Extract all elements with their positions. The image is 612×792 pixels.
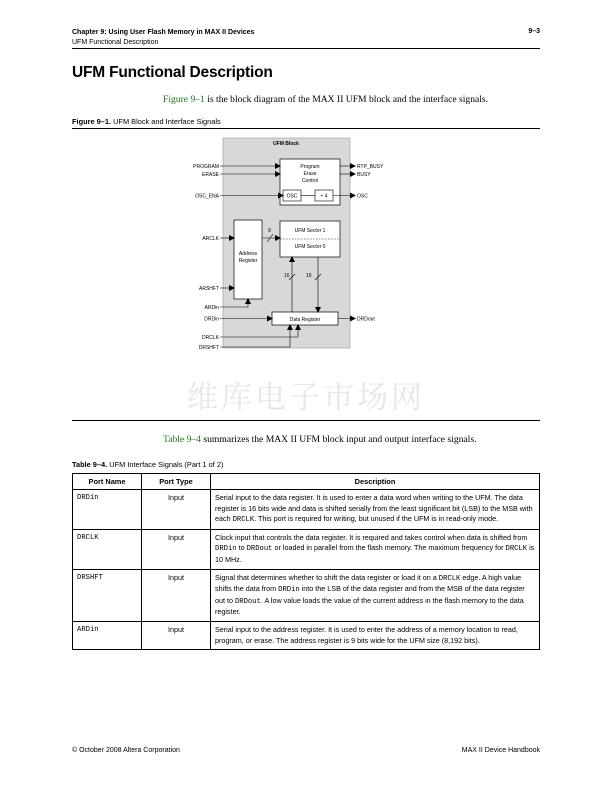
data-register-label: Data Register bbox=[289, 317, 321, 323]
description-text: to bbox=[236, 543, 247, 553]
table-row bbox=[73, 490, 540, 530]
description-cell bbox=[211, 621, 540, 649]
table-header-row bbox=[73, 474, 540, 490]
ardin-signal: ARDin bbox=[204, 305, 219, 311]
description-cell bbox=[211, 490, 540, 530]
port-type-cell: Input bbox=[142, 569, 211, 621]
description-text: Serial input to the address register. It is used to enter the address of a memory location to read, program, or erase. The address register is 9 bits wide for the UFM size (8,192 bits). bbox=[215, 624, 518, 645]
sector-0-label: UFM Sector 0 bbox=[294, 244, 326, 250]
footer-book-title: MAX II Device Handbook bbox=[461, 747, 540, 754]
arshft-signal: ARSHFT bbox=[199, 286, 219, 292]
table-row bbox=[73, 569, 540, 621]
description-text: is 10 MHz. bbox=[215, 543, 535, 564]
figure-label: Figure 9–1. bbox=[72, 117, 112, 126]
ufm-block-title: UFM Block bbox=[273, 141, 299, 147]
signal-name: DRDout bbox=[246, 545, 273, 554]
program-signal: PROGRAM bbox=[193, 164, 219, 170]
running-header bbox=[72, 28, 254, 48]
port-name-cell: DRCLK bbox=[73, 529, 142, 569]
table-intro-paragraph bbox=[163, 434, 476, 445]
page-footer bbox=[72, 747, 540, 754]
table-caption-text: UFM Interface Signals (Part 1 of 2) bbox=[109, 460, 224, 469]
port-name-cell: DRSHFT bbox=[73, 569, 142, 621]
footer-copyright: © October 2008 Altera Corporation bbox=[72, 747, 180, 754]
busy-signal: BUSY bbox=[357, 172, 371, 178]
description-text: . A low value loads the value of the current address in the flash memory to the data register. bbox=[215, 595, 524, 617]
signal-name: DRDin bbox=[215, 545, 237, 554]
description-cell bbox=[211, 569, 540, 621]
ufm-interface-signals-table bbox=[72, 473, 540, 650]
data-bus-width-down: 16 bbox=[306, 273, 312, 279]
watermark: 维库电子市场网 bbox=[187, 380, 425, 416]
drdout-signal: DRDout bbox=[357, 316, 375, 323]
table-link[interactable]: Table 9–4 bbox=[163, 434, 201, 445]
header-port-type: Port Type bbox=[142, 474, 211, 490]
figure-bottom-rule bbox=[72, 420, 540, 421]
table-row bbox=[73, 621, 540, 649]
description-text: . This port is required for writing, but unused if the UFM is in read-only mode. bbox=[254, 514, 499, 524]
data-bus-width-up: 16 bbox=[284, 273, 290, 279]
port-type-cell: Input bbox=[142, 490, 211, 530]
header-rule bbox=[72, 48, 540, 49]
drclk-signal: DRCLK bbox=[202, 335, 219, 341]
figure-caption-text: UFM Block and Interface Signals bbox=[113, 117, 221, 126]
table-caption bbox=[72, 460, 223, 469]
signal-name: DRCLK bbox=[232, 516, 255, 525]
description-text: Serial input to the data register. It is used to enter a data word when writing to the UFM. The data register is 16 bits wide and data is shifted serially from the least significant bit (LSB) to the MSB with each bbox=[215, 493, 533, 524]
port-type-cell: Input bbox=[142, 529, 211, 569]
description-cell bbox=[211, 529, 540, 569]
description-text: Clock input that controls the data register. It is required and takes control when data is shifted from bbox=[215, 532, 528, 542]
table-row bbox=[73, 529, 540, 569]
table-intro-text: summarizes the MAX II UFM block input and output interface signals. bbox=[200, 434, 477, 445]
sector-1-label: UFM Sector 1 bbox=[294, 228, 326, 234]
table-body bbox=[73, 490, 540, 650]
ufm-block-diagram bbox=[150, 134, 420, 356]
description-text: Signal that determines whether to shift the data register or load it on a bbox=[215, 572, 439, 582]
header-description: Description bbox=[211, 474, 540, 490]
description-text: edge. A high value shifts the data from bbox=[215, 572, 522, 594]
divider-label: ÷ 4 bbox=[320, 193, 328, 200]
drdin-signal: DRDin bbox=[204, 316, 219, 323]
address-register-label-1: Address bbox=[238, 251, 258, 257]
pec-label-2: Erase bbox=[303, 171, 317, 177]
port-type-cell: Input bbox=[142, 621, 211, 649]
rtp-busy-signal: RTP_BUSY bbox=[357, 164, 384, 170]
drshft-signal: DRSHFT bbox=[198, 345, 219, 351]
figure-link[interactable]: Figure 9–1 bbox=[163, 94, 205, 105]
address-register-label-2: Register bbox=[238, 258, 258, 264]
description-text: or loaded in parallel from the flash memory. The maximum frequency for bbox=[272, 543, 506, 553]
port-name-cell: DRDin bbox=[73, 490, 142, 530]
pec-label-3: Control bbox=[301, 178, 319, 184]
table-label: Table 9–4. bbox=[72, 460, 108, 469]
osc-out-signal: OSC bbox=[357, 193, 368, 200]
signal-name: DRDout bbox=[234, 597, 261, 606]
figure-caption bbox=[72, 117, 221, 126]
port-name-cell: ARDin bbox=[73, 621, 142, 649]
signal-name: DRCLK bbox=[438, 574, 461, 583]
page-title: UFM Functional Description bbox=[72, 64, 273, 81]
signal-name: DRCLK bbox=[505, 545, 528, 554]
osc-ena-signal: OSC_ENA bbox=[195, 193, 219, 200]
figure-rule bbox=[72, 128, 540, 129]
intro-text: is the block diagram of the MAX II UFM block and the interface signals. bbox=[204, 94, 489, 105]
signal-name: DRDin bbox=[278, 586, 300, 595]
chapter-title: Chapter 9: Using User Flash Memory in MAX II Devices bbox=[72, 29, 255, 36]
description-text: into the LSB of the data register and from the MSB of the data register out to bbox=[215, 584, 525, 605]
erase-signal: ERASE bbox=[202, 172, 219, 178]
section-title: UFM Functional Description bbox=[72, 39, 159, 46]
arclk-signal: ARCLK bbox=[202, 236, 219, 242]
osc-label: OSC bbox=[286, 193, 298, 200]
pec-label-1: Program bbox=[300, 164, 320, 170]
address-bus-width: 9 bbox=[268, 228, 271, 234]
intro-paragraph bbox=[163, 94, 488, 105]
header-port-name: Port Name bbox=[73, 474, 142, 490]
page-number: 9–3 bbox=[528, 28, 540, 35]
